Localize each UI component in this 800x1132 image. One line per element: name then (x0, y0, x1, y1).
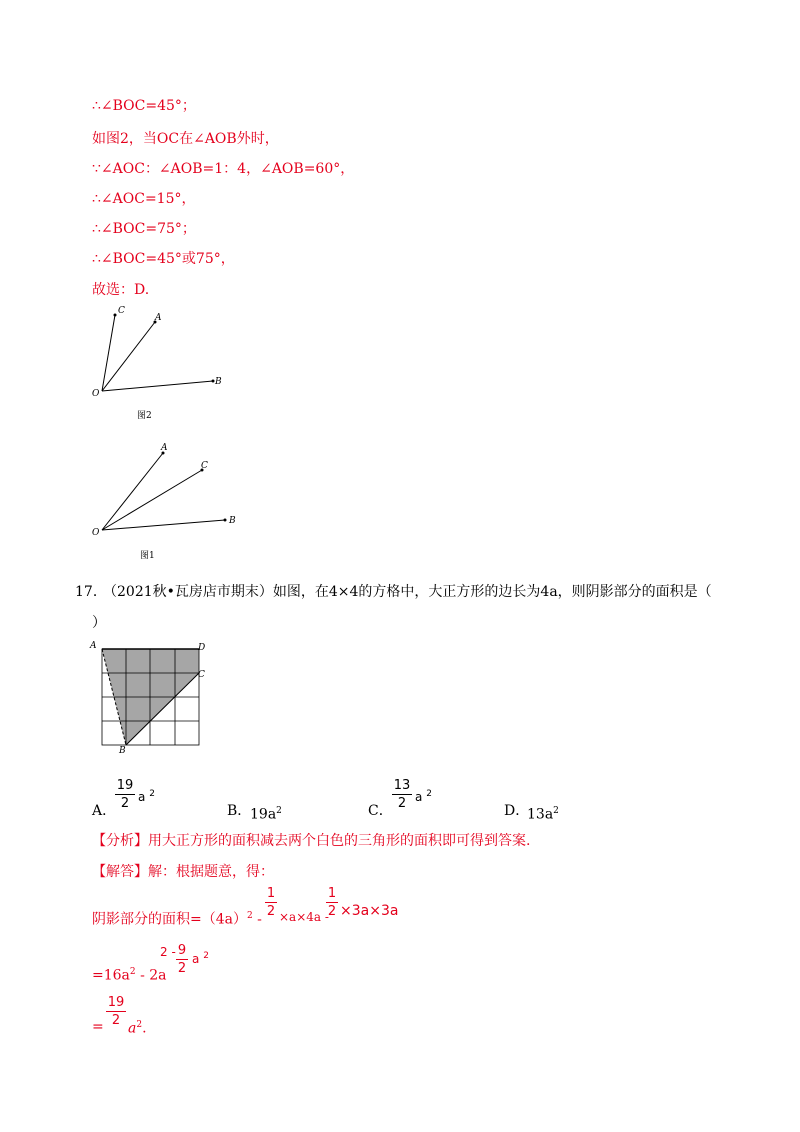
ray-oa (102, 322, 155, 391)
step1-middle: ×a×4a - (279, 910, 329, 924)
ray-ob (102, 381, 213, 391)
fig1-label-b: B (229, 516, 236, 526)
fig2-label-a: A (155, 313, 162, 323)
ray-oc (102, 470, 202, 530)
grid-label-c: C (198, 670, 205, 680)
grid-label-d: D (198, 643, 206, 653)
question-text-cont: ） (92, 615, 106, 631)
angle-figure-1 (85, 440, 245, 565)
option-d-value: $13a^2$ (527, 806, 559, 823)
option-a-var: a $^2$ (138, 789, 155, 804)
step1-prefix: 阴影部分的面积$=(4a)^2$ - (92, 911, 262, 928)
answer-tag: 【解答】 (92, 864, 148, 880)
step1-fraction-2: 1 2 (327, 886, 337, 919)
option-c-fraction (392, 778, 412, 811)
solution-line-5: ∴∠BOC=75°； (92, 221, 196, 237)
fig2-caption: 图2 (137, 411, 152, 421)
fig1-label-o: O (92, 528, 100, 538)
solution-line-1: ∴∠BOC=45°； (92, 98, 196, 114)
ray-ob (102, 520, 225, 530)
fig1-label-c: C (201, 461, 208, 471)
grid-figure (88, 638, 218, 756)
solution-line-7: 故选：D. (92, 282, 150, 298)
step2-prefix: $=16a^2 - 2a$ (92, 967, 167, 984)
option-c-numerator: 13 (393, 778, 411, 793)
analysis-line (92, 832, 530, 850)
step3-tail: $a^2$. (128, 1020, 147, 1037)
ray-oc (102, 315, 115, 391)
grid-label-a: A (90, 641, 97, 651)
step3-prefix: = (92, 1019, 104, 1035)
solution-line-6: ∴∠BOC=45°或75°， (92, 251, 235, 267)
fig2-label-o: O (92, 389, 100, 399)
grid-label-b: B (119, 746, 126, 756)
fig1-label-a: A (161, 443, 168, 453)
analysis-tag: 【分析】 (92, 833, 148, 849)
question-text: （2021秋•瓦房店市期末）如图，在4×4的方格中，大正方形的边长为4a，则阴影部分的面积是（ (103, 584, 712, 600)
step2-fraction: 9 2 (177, 943, 187, 976)
option-a-numerator: 19 (116, 778, 134, 793)
fig1-caption: 图1 (140, 551, 155, 561)
question-number: 17． (75, 584, 107, 600)
option-c-var: a $^2$ (415, 789, 432, 804)
option-b-value: $19a^2$ (250, 806, 282, 823)
option-b-label[interactable]: B． (227, 803, 252, 819)
solution-line-3: ∵∠AOC：∠AOB=1：4，∠AOB=60°， (92, 161, 355, 177)
solution-line-4: ∴∠AOC=15°， (92, 191, 196, 207)
step1-tail: ×3a×3a (340, 903, 399, 919)
fig2-label-c: C (118, 306, 125, 316)
option-a-fraction (115, 778, 135, 811)
option-c-label[interactable]: C． (368, 803, 393, 819)
option-c-denominator: 2 (397, 796, 407, 811)
step3-fraction: 19 2 (107, 995, 125, 1028)
answer-text: 解：根据题意，得： (148, 864, 274, 880)
answer-line (92, 863, 274, 881)
solution-line-2: 如图2，当OC在∠AOB外时， (92, 131, 279, 147)
ray-oa (102, 453, 163, 530)
analysis-text: 用大正方形的面积减去两个白色的三角形的面积即可得到答案. (148, 833, 531, 849)
option-a-denominator: 2 (120, 796, 130, 811)
step1-fraction-1: 1 2 (266, 886, 276, 919)
option-d-label[interactable]: D． (504, 803, 530, 819)
step2-tail: a $^2$ (192, 951, 209, 966)
fig2-label-b: B (215, 377, 222, 387)
option-a-label[interactable]: A． (92, 803, 117, 819)
angle-figure-2 (85, 300, 245, 425)
step2-raised: 2 - (160, 945, 176, 959)
